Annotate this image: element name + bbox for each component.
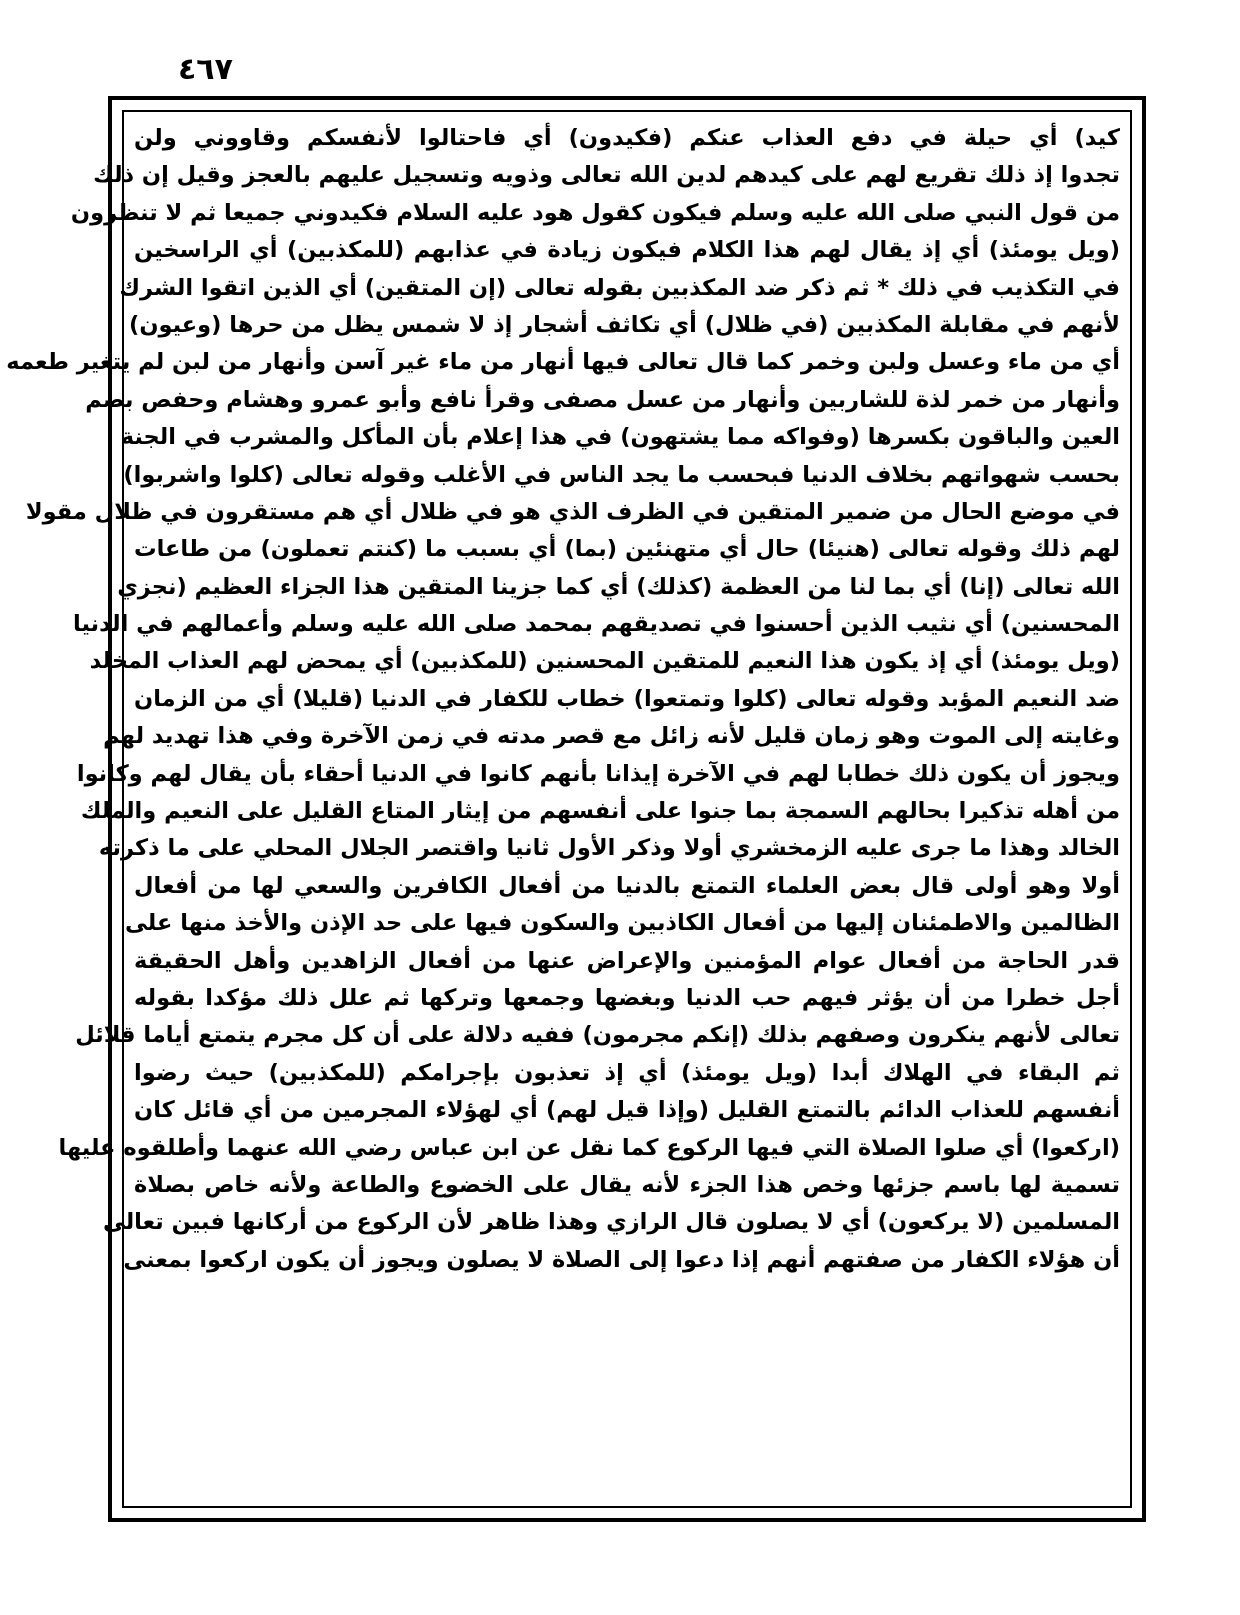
text-line: وأنهار من خمر لذة للشاربين وأنهار من عسل مصفى وقرأ نافع وأبو عمرو وهشام وحفص بضم [85, 386, 1120, 413]
text-line: أنفسهم للعذاب الدائم بالتمتع القليل (وإذا قيل لهم) أي لهؤلاء المجرمين من أي قائل كان [134, 1097, 1120, 1124]
text-line: من أهله تذكيرا بحالهم السمجة بما جنوا على أنفسهم من إيثار المتاع القليل على النعيم والملك [80, 798, 1120, 825]
text-line: تعالى لأنهم ينكرون وصفهم بذلك (إنكم مجرمون) ففيه دلالة على أن كل مجرم يتمتع أياما قلائل [75, 1022, 1120, 1049]
text-line: لهم ذلك وقوله تعالى (هنيئا) حال أي متهنئين (بما) أي بسبب ما (كنتم تعملون) من طاعات [134, 536, 1120, 563]
text-line: (ويل يومئذ) أي إذ يقال لهم هذا الكلام فيكون زيادة في عذابهم (للمكذبين) أي الراسخين [134, 237, 1120, 264]
text-line: أولا وهو أولى قال بعض العلماء التمتع بالدنيا من أفعال الكافرين والسعي لها من أفعال [134, 872, 1120, 899]
text-line: ضد النعيم المؤبد وقوله تعالى (كلوا وتمتعوا) خطاب للكفار في الدنيا (قليلا) أي من الزمان [134, 685, 1120, 712]
text-line: ويجوز أن يكون ذلك خطابا لهم في الآخرة إيذانا بأنهم كانوا في الدنيا أحقاء بأن يقال لهم وكانوا [76, 760, 1120, 787]
text-line: وغايته إلى الموت وهو زمان قليل لأنه زائل مع قصر مدته في زمن الآخرة وفي هذا تهديد لهم [103, 723, 1120, 750]
text-line: أي من ماء وعسل ولبن وخمر كما قال تعالى فيها أنهار من ماء غير آسن وأنهار من لبن لم يتغير طعمه [6, 349, 1120, 376]
text-line: قدر الحاجة من أفعال عوام المؤمنين والإعراض عنها من أفعال الزاهدين وأهل الحقيقة [134, 947, 1120, 974]
text-line: لأنهم في مقابلة المكذبين (في ظلال) أي تكاثف أشجار إذ لا شمس يظل من حرها (وعيون) [129, 311, 1120, 338]
text-line: الخالد وهذا ما جرى عليه الزمخشري أولا وذكر الأول ثانيا واقتصر الجلال المحلي على ما ذكرته [98, 835, 1120, 862]
text-line: تسمية لها باسم جزئها وخص هذا الجزء لأنه يقال على الخضوع والطاعة ولأنه خاص بصلاة [134, 1171, 1120, 1198]
text-line: في التكذيب في ذلك * ثم ذكر ضد المكذبين بقوله تعالى (إن المتقين) أي الذين اتقوا الشرك [119, 274, 1120, 301]
text-line: من قول النبي صلى الله عليه وسلم فيكون كقول هود عليه السلام فكيدوني جميعا ثم لا تنظرون [70, 199, 1120, 226]
text-line: كيد) أي حيلة في دفع العذاب عنكم (فكيدون) أي فاحتالوا لأنفسكم وقاووني ولن [134, 125, 1120, 151]
text-line: تجدوا إذ ذلك تقريع لهم على كيدهم لدين الله تعالى وذويه وتسجيل عليهم بالعجز وقيل إن ذلك [93, 162, 1120, 189]
text-line: في موضع الحال من ضمير المتقين في الظرف الذي هو في ظلال أي هم مستقرون في ظلال مقولا [25, 498, 1120, 525]
text-line: (ويل يومئذ) أي إذ يكون هذا النعيم للمتقين المحسنين (للمكذبين) أي يمحض لهم العذاب المخلد [89, 648, 1120, 675]
page-body-text [6, 120, 1120, 1500]
text-line: ثم البقاء في الهلاك أبدا (ويل يومئذ) أي إذ تعذبون بإجرامكم (للمكذبين) حيث رضوا [134, 1059, 1120, 1086]
page-number: ٤٦٧ [178, 52, 233, 87]
text-line: الله تعالى (إنا) أي بما لنا من العظمة (كذلك) أي كما جزينا المتقين هذا الجزاء العظيم (نجزي [117, 573, 1120, 600]
text-line: بحسب شهواتهم بخلاف الدنيا فبحسب ما يجد الناس في الأغلب وقوله تعالى (كلوا واشربوا) [123, 461, 1120, 488]
text-line: العين والباقون بكسرها (وفواكه مما يشتهون) في هذا إعلام بأن المأكل والمشرب في الجنة [120, 424, 1120, 451]
text-line: المسلمين (لا يركعون) أي لا يصلون قال الرازي وهذا ظاهر لأن الركوع من أركانها فبين تعالى [102, 1209, 1120, 1236]
text-line: المحسنين) أي نثيب الذين أحسنوا في تصديقهم بمحمد صلى الله عليه وسلم وأعمالهم في الدنيا [73, 611, 1120, 638]
text-line: أن هؤلاء الكفار من صفتهم أنهم إذا دعوا إلى الصلاة لا يصلون ويجوز أن يكون اركعوا بمعنى [123, 1246, 1120, 1273]
text-line: أجل خطرا من أن يؤثر فيهم حب الدنيا وبغضها وجمعها وتركها ثم علل ذلك مؤكدا بقوله [134, 984, 1120, 1011]
text-line: (اركعوا) أي صلوا الصلاة التي فيها الركوع كما نقل عن ابن عباس رضي الله عنهما وأطلقوه عليها [58, 1134, 1120, 1161]
text-line: الظالمين والاطمئنان إليها من أفعال الكاذبين والسكون فيها على حد الإذن والأخذ منها على [125, 910, 1120, 937]
